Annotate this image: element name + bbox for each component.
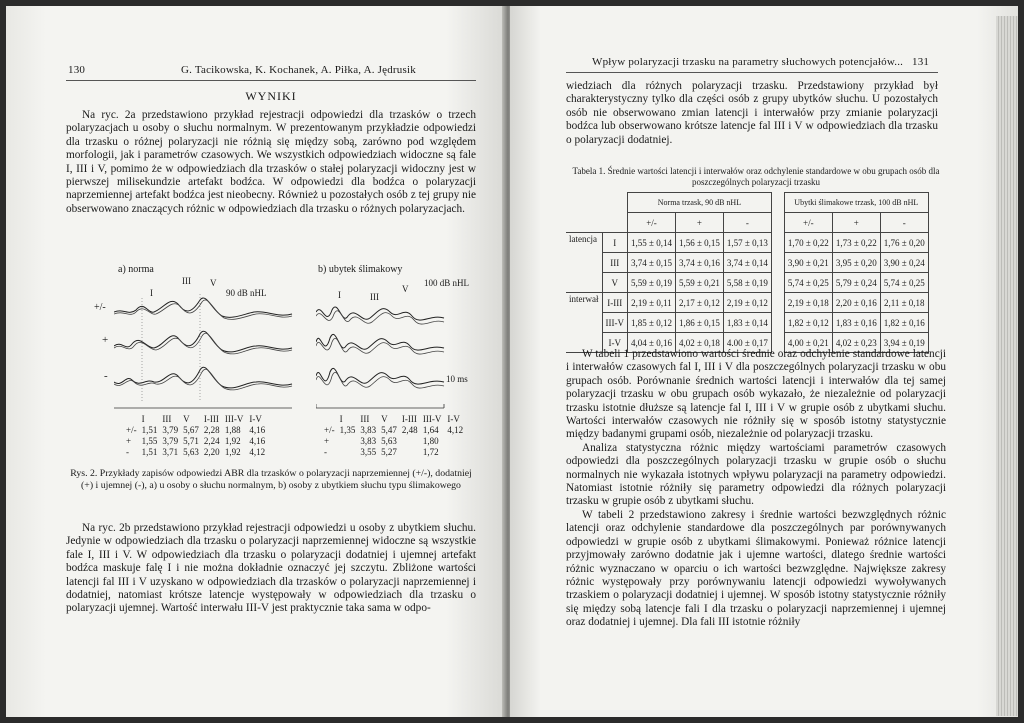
table-cell: 3,74 ± 0,15 xyxy=(628,253,676,273)
wave-label: I xyxy=(602,233,628,253)
paragraph-text: Na ryc. 2b przedstawiono przykład rejestracji odpowiedzi u osoby z ubytkiem słuchu. Jedynie w odpowiedziach dla trzasku o polaryzacji naprzemiennej widoczne są wszystkie fale I, III i V. W odpowiedziach dla trzasku o polaryzacji dodatniej i ujemnej artefakt bodźca maskuje falę I i nie można dokładnie oznaczyć jej szczytu. Zbliżone wartości latencji fal III i V uzyskano w odpowiedziach dla trzasków o polaryzacji naprzemiennej i dodatniej, natomiast krótsze latencje występowały w odpowiedziach dla trzasku o polaryzacji ujemnej. Wartość interwału III-V jest praktycznie taka sama w odpo- xyxy=(66,522,476,615)
table-cell: 2,19 ± 0,18 xyxy=(784,293,832,313)
group-header-norm: Norma trzask, 90 dB nHL xyxy=(628,193,772,213)
table-cell: 5,79 ± 0,24 xyxy=(832,273,880,293)
table-cell: 1,55 xyxy=(141,436,158,446)
table-cell: 3,90 ± 0,24 xyxy=(880,253,928,273)
table-cell: 1,92 xyxy=(224,447,241,457)
table-cell: 5,71 xyxy=(183,436,199,446)
table-header-cell: III-V xyxy=(422,414,442,424)
table-cell: +/- xyxy=(324,425,335,435)
table-cell: 2,11 ± 0,18 xyxy=(880,293,928,313)
running-head: Wpływ polaryzacji trzasku na parametry słuchowych potencjałów... xyxy=(592,56,904,68)
table-cell: 3,94 ± 0,19 xyxy=(880,333,928,353)
table-cell: 3,90 ± 0,21 xyxy=(784,253,832,273)
header-rule xyxy=(66,80,476,81)
paragraph xyxy=(566,348,946,630)
table-header-cell: I-V xyxy=(447,414,460,424)
table-header-cell xyxy=(324,414,340,425)
table-cell: 3,74 ± 0,14 xyxy=(723,253,771,273)
panel-a-level: 90 dB nHL xyxy=(226,288,267,298)
header-rule xyxy=(566,72,938,73)
abr-traces-cochlear xyxy=(316,298,446,410)
table-row xyxy=(566,273,928,293)
table-cell: 4,02 ± 0,23 xyxy=(832,333,880,353)
table-header-cell: III xyxy=(360,414,370,424)
wave-label: III-V xyxy=(602,313,628,333)
table-cell: 1,92 xyxy=(224,436,241,446)
table-cell: 1,80 xyxy=(422,436,439,446)
table-cell: 1,72 xyxy=(422,447,439,457)
running-head: G. Tacikowska, K. Kochanek, A. Piłka, A. Jędrusik xyxy=(181,64,416,76)
time-scale-label: 10 ms xyxy=(446,374,468,384)
table-cell: 2,48 xyxy=(401,425,418,435)
table-corner xyxy=(566,193,628,233)
table-cell: 1,51 xyxy=(141,447,158,457)
table-header-cell: I-III xyxy=(203,414,219,424)
table-header-cell: III-V xyxy=(224,414,244,424)
table-cell xyxy=(340,447,361,458)
table-header-cell: I-III xyxy=(401,414,417,424)
polarity-header: + xyxy=(675,213,723,233)
table-cell xyxy=(402,447,423,458)
table-gap xyxy=(771,273,784,293)
table-cell: 3,95 ± 0,20 xyxy=(832,253,880,273)
table-cell: 3,79 xyxy=(162,425,179,435)
wave-label-iii: III xyxy=(370,292,379,302)
table-header-row xyxy=(324,414,468,425)
table-header-cell: V xyxy=(183,414,190,424)
table-cell: 1,82 ± 0,12 xyxy=(784,313,832,333)
table-cell: 2,17 ± 0,12 xyxy=(675,293,723,313)
panel-b-level: 100 dB nHL xyxy=(424,278,469,288)
table-cell: 5,63 xyxy=(381,436,397,446)
table-cell: 1,51 xyxy=(141,425,158,435)
table-cell: 4,16 xyxy=(249,436,266,446)
wave-label-i: I xyxy=(338,290,341,300)
table-header-cell: I xyxy=(141,414,145,424)
table-cell: 1,86 ± 0,15 xyxy=(675,313,723,333)
table-cell: 4,02 ± 0,18 xyxy=(675,333,723,353)
table-cell: 5,74 ± 0,25 xyxy=(784,273,832,293)
table-cell: 2,28 xyxy=(203,425,220,435)
table-cell: + xyxy=(126,436,132,446)
paragraph-text: W tabeli 1 przedstawiono wartości średnie oraz odchylenie standardowe latencji i interwałów czasowych fal I, III i V dla poszczególnych polaryzacji trzasku w obu grupach osób. Porównanie średnich wartości latencji i interwałów dla tej samej polaryzacji trzasku w obu grupach osób wykazało, że niezależnie od polaryzacji trzasku istotnie dłuższe są latencje fal I, III i V w grupie osób z ubytkami słuchu. Wartości interwałów czasowych nie różniły się w sposób istotny statystycznie między badanymi grupami osób, niezależnie od polaryzacji trzasku. xyxy=(566,348,946,441)
table-cell: 1,64 xyxy=(422,425,439,435)
polarity-header: + xyxy=(832,213,880,233)
left-page xyxy=(6,6,506,717)
table-header-cell xyxy=(126,414,142,425)
table-cell: 2,19 ± 0,11 xyxy=(628,293,676,313)
table-cell: - xyxy=(324,447,327,457)
table-gap xyxy=(771,213,784,233)
figure-caption: Rys. 2. Przykłady zapisów odpowiedzi ABR dla trzasków o polaryzacji naprzemiennej (+/-), dodatniej (+) i ujemnej (-), a) u osoby o słuchu normalnym, b) osoby z ubytkiem słuchu typu ślimakowego xyxy=(70,468,472,491)
table-cell: 4,00 ± 0,21 xyxy=(784,333,832,353)
wave-label: I-III xyxy=(602,293,628,313)
table-cell xyxy=(402,436,423,447)
page-number: 131 xyxy=(912,56,930,68)
table-cell: 1,83 ± 0,16 xyxy=(832,313,880,333)
table-cell: 1,85 ± 0,12 xyxy=(628,313,676,333)
table-gap xyxy=(771,193,784,213)
table-cell: 3,74 ± 0,16 xyxy=(675,253,723,273)
polarity-label-alt: +/- xyxy=(94,302,106,313)
table-cell xyxy=(447,436,468,447)
page-edges xyxy=(996,16,1018,716)
paragraph xyxy=(66,522,476,616)
table-cell: 2,24 xyxy=(203,436,220,446)
table-cell: 4,12 xyxy=(447,425,464,435)
table-cell: 1,73 ± 0,22 xyxy=(832,233,880,253)
table-cell: 3,71 xyxy=(162,447,179,457)
paragraph xyxy=(66,109,476,216)
table-cell: 2,19 ± 0,12 xyxy=(723,293,771,313)
table-header-cell: I xyxy=(339,414,343,424)
table-cell: 1,82 ± 0,16 xyxy=(880,313,928,333)
table-cell: + xyxy=(324,436,330,446)
table-gap xyxy=(771,313,784,333)
table-cell: 5,67 xyxy=(183,425,199,435)
table-cell: 5,47 xyxy=(381,425,397,435)
panel-a-title: a) norma xyxy=(118,264,154,275)
table-cell: 1,88 xyxy=(224,425,241,435)
book-spread xyxy=(6,6,1018,717)
table-cell: 5,74 ± 0,25 xyxy=(880,273,928,293)
table-cell: 1,70 ± 0,22 xyxy=(784,233,832,253)
table-caption: Tabela 1. Średnie wartości latencji i interwałów oraz odchylenie standardowe w obu grupach osób dla poszczególnych polaryzacji trzasku xyxy=(572,166,940,187)
table-cell xyxy=(340,436,361,447)
table-header-row xyxy=(566,193,928,213)
table-row xyxy=(324,425,468,436)
table-gap xyxy=(771,253,784,273)
results-table xyxy=(566,192,929,353)
table-cell: 3,83 xyxy=(360,436,377,446)
abr-traces-normal xyxy=(114,290,294,410)
table-row xyxy=(126,447,270,458)
table-cell: 5,58 ± 0,19 xyxy=(723,273,771,293)
table-row xyxy=(126,425,270,436)
paragraph-text: wiedziach dla różnych polaryzacji trzasku. Przedstawiony przykład był charakterystyczny tylko dla części osób z grupy ubytków słuchu. U pozostałych osób nie obserwowano zmian latencji i interwałów przy zmianie polaryzacji bodźca lub obserwowano krótsze latencje fal III i V w odpowiedziach dla trzasku o polaryzacji dodatniej. xyxy=(566,80,938,146)
page-number: 130 xyxy=(68,64,86,76)
table-header-cell: V xyxy=(381,414,388,424)
table-cell: 3,55 xyxy=(360,447,377,457)
group-header-loss: Ubytki ślimakowe trzask, 100 dB nHL xyxy=(784,193,928,213)
wave-label: I-V xyxy=(602,333,628,353)
polarity-header: +/- xyxy=(628,213,676,233)
polarity-label-pos: + xyxy=(102,334,109,346)
table-cell: 5,59 ± 0,19 xyxy=(628,273,676,293)
table-cell: 5,59 ± 0,21 xyxy=(675,273,723,293)
paragraph xyxy=(566,80,938,147)
right-page xyxy=(510,6,1018,717)
table-gap xyxy=(771,233,784,253)
table-header-row xyxy=(126,414,270,425)
table-cell: 5,27 xyxy=(381,447,397,457)
wave-label: V xyxy=(602,273,628,293)
wave-label: III xyxy=(602,253,628,273)
table-cell: 5,63 xyxy=(183,447,199,457)
paragraph-text: Analiza statystyczna różnic między wartościami parametrów czasowych odpowiedzi dla poszczególnych polaryzacji trzasku w grupie osób o słuchu normalnych nie wykazała istotnych wpływu polaryzacji na parametry odpowiedzi. Natomiast istotnie różniły się parametry odpowiedzi dla różnych polaryzacji trzasku w grupie osób z ubytkami słuchu. xyxy=(566,441,946,508)
row-group-label: interwał xyxy=(566,293,602,353)
table-cell: - xyxy=(126,447,129,457)
table-cell: 1,56 ± 0,15 xyxy=(675,233,723,253)
table-row xyxy=(324,447,468,458)
panel-b-values-table xyxy=(324,414,468,458)
polarity-header: - xyxy=(880,213,928,233)
table-cell: 1,35 xyxy=(339,425,356,435)
table-row xyxy=(126,436,270,447)
table-cell: 1,76 ± 0,20 xyxy=(880,233,928,253)
table-cell: 1,55 ± 0,14 xyxy=(628,233,676,253)
wave-label-v: V xyxy=(402,284,409,294)
table-row xyxy=(566,253,928,273)
polarity-header: - xyxy=(723,213,771,233)
table-row xyxy=(566,233,928,253)
table-cell xyxy=(447,447,468,458)
table-cell: 4,16 xyxy=(249,425,266,435)
table-cell: 4,04 ± 0,16 xyxy=(628,333,676,353)
table-cell: 1,57 ± 0,13 xyxy=(723,233,771,253)
paragraph-text: Na ryc. 2a przedstawiono przykład rejestracji odpowiedzi dla trzasków o trzech polaryzacjach u osoby o słuchu normalnym. W prezentowanym przykładzie odpowiedzi dla trzasku o różnej polaryzacji nie różnią się między sobą, zarówno pod względem morfologii, jak i parametrów czasowych. We wszystkich odpowiedziach widoczne są fale I, III i V, pomimo że w odpowiedziach dla trzasków o stałej polaryzacji widoczny jest w pierwszej milisekundzie artefakt bodźca. W odpowiedzi dla bodźca o polaryzacji naprzemiennej artefakt bodźca jest nieobecny. Również u pozostałych osób z tej grupy nie obserwowano znaczących różnic w odpowiedziach dla trzasku o różnych polaryzacjach. xyxy=(66,109,476,215)
table-cell: 2,20 ± 0,16 xyxy=(832,293,880,313)
wave-label-iii: III xyxy=(182,276,191,286)
table-header-cell: III xyxy=(162,414,172,424)
table-cell: 3,79 xyxy=(162,436,179,446)
row-group-label: latencja xyxy=(566,233,602,293)
table-cell: +/- xyxy=(126,425,137,435)
table-row xyxy=(324,436,468,447)
table-row xyxy=(566,313,928,333)
polarity-header: +/- xyxy=(784,213,832,233)
panel-b-title: b) ubytek ślimakowy xyxy=(318,264,403,275)
wave-label-v: V xyxy=(210,278,217,288)
table-gap xyxy=(771,293,784,313)
table-cell: 2,20 xyxy=(203,447,220,457)
section-title: WYNIKI xyxy=(245,89,297,103)
table-cell: 1,83 ± 0,14 xyxy=(723,313,771,333)
wave-label-i: I xyxy=(150,288,153,298)
table-header-cell: I-V xyxy=(249,414,262,424)
table-row xyxy=(566,293,928,313)
panel-a-values-table xyxy=(126,414,270,458)
polarity-label-neg: - xyxy=(104,370,108,382)
table-cell: 3,83 xyxy=(360,425,377,435)
paragraph-text: W tabeli 2 przedstawiono zakresy i średnie wartości bezwzględnych różnic latencji oraz odchylenie standardowe dla poszczególnych par porównywanych odpowiedzi w grupie osób z ubytkami ślimakowymi. Ponieważ różnice latencji przyjmowały zarówno dodatnie jak i ujemne wartości, dlatego średnie wartości różnic wyznaczano w oparciu o ich wartości bezwzględne. Największe zakresy różnic występowały przy porównywaniu latencji odpowiedzi wywoływanych trzaskiem o polaryzacji dodatniej i ujemnej. W sposób istotny statystycznie różniły się między sobą latencje fali I dla trzasku o polaryzacji naprzemiennej i ujemnej oraz dodatniej i ujemnej. Dla fali III istotnie różniły xyxy=(566,508,946,629)
table-cell: 4.00 ± 0,17 xyxy=(723,333,771,353)
table-cell: 4,12 xyxy=(249,447,266,457)
